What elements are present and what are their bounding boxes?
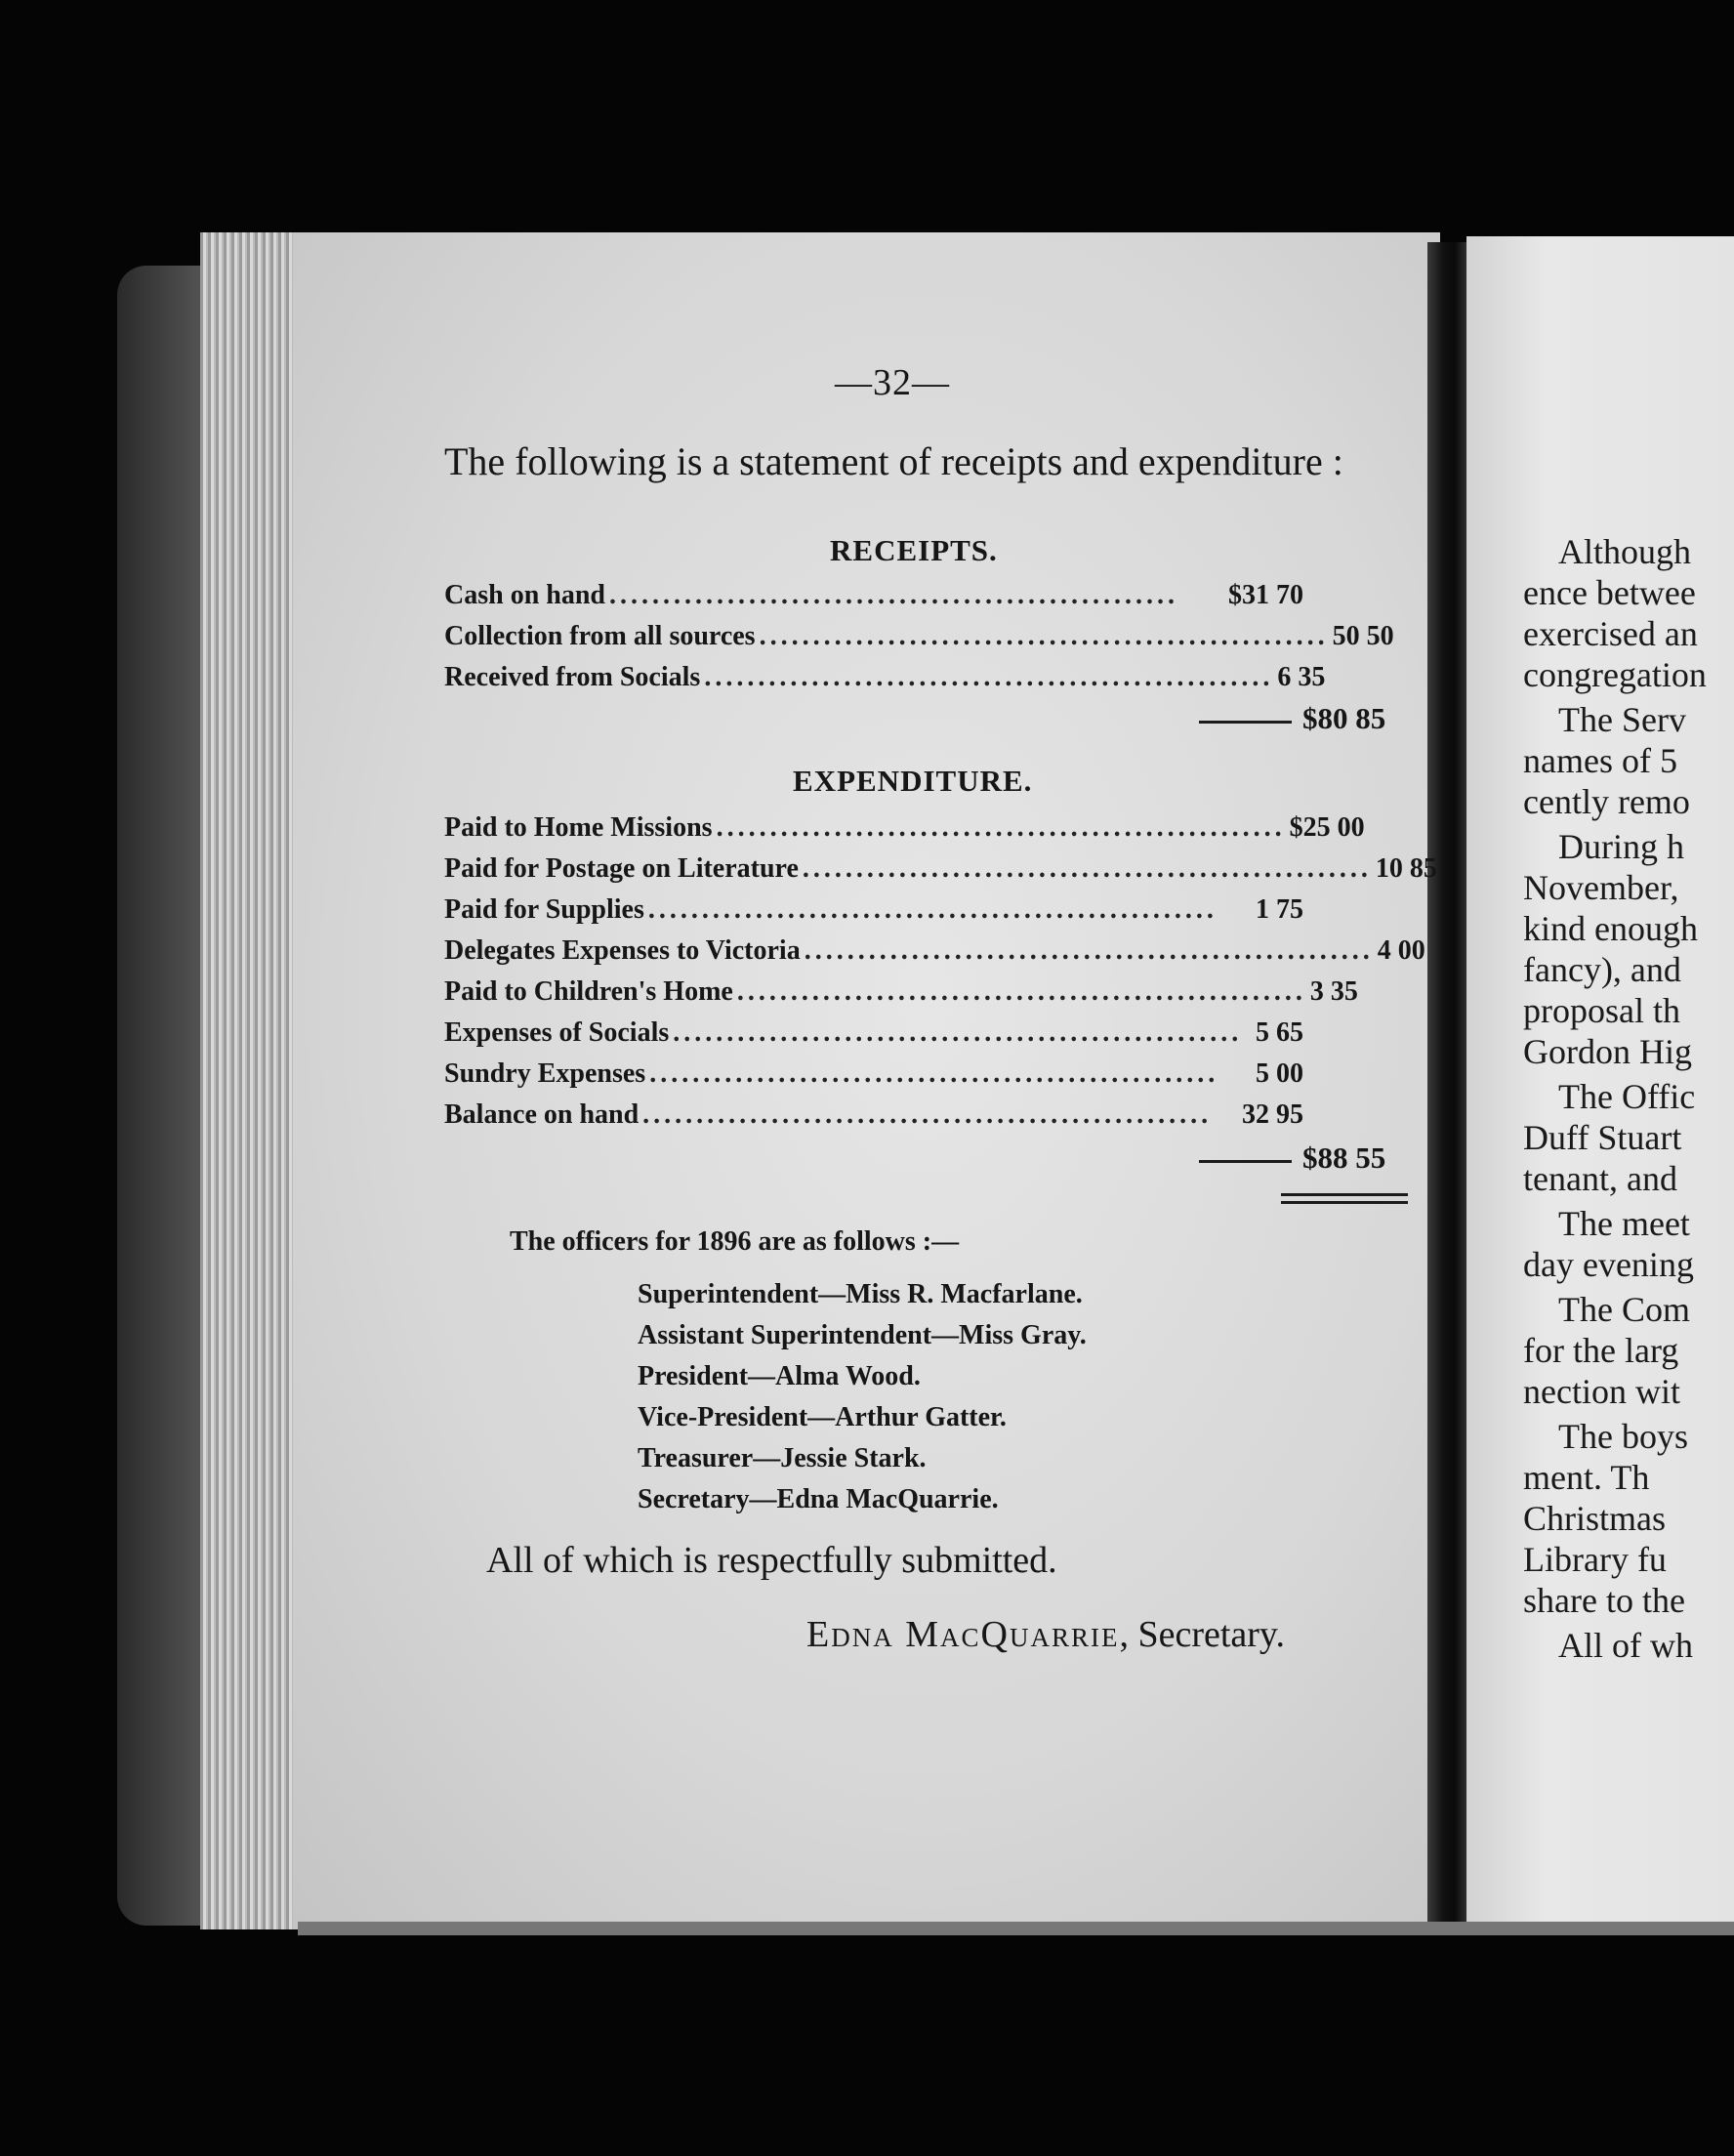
receipts-rule (1199, 721, 1292, 724)
expenditure-label: Expenses of Socials (444, 1017, 670, 1048)
right-line: kind enough (1523, 909, 1698, 948)
receipt-row: Received from Socials ..................................................... 6 35 (444, 662, 1326, 692)
expenditure-row: Expenses of Socials ..................................................... 5 65 (444, 1017, 1303, 1048)
right-line: proposal th (1523, 991, 1680, 1030)
expenditure-row: Paid to Children's Home ..................................................... 3 35 (444, 976, 1358, 1007)
right-line: The Serv (1558, 700, 1686, 739)
officer-entry: Assistant Superintendent—Miss Gray. (638, 1320, 1087, 1350)
expenditure-rule (1199, 1160, 1292, 1163)
receipt-row: Cash on hand ..................................................... $31 70 (444, 580, 1303, 610)
bottom-edge (298, 1922, 1734, 1935)
expenditure-row: Delegates Expenses to Victoria ..................................................... 4 00 (444, 935, 1425, 966)
right-line: The Com (1558, 1290, 1690, 1329)
expenditure-label: Paid to Children's Home (444, 976, 733, 1007)
expenditure-amount: 3 35 (1309, 976, 1358, 1007)
expenditure-amount: 32 95 (1242, 1099, 1303, 1130)
receipt-amount: 50 50 (1332, 621, 1394, 651)
expenditure-total: $88 55 (1302, 1140, 1386, 1175)
intro-paragraph: The following is a statement of receipts and expenditure : (444, 439, 1343, 483)
receipts-total: $80 85 (1302, 701, 1386, 735)
officer-entry: Vice-President—Arthur Gatter. (638, 1402, 1007, 1432)
right-line: cently remo (1523, 782, 1690, 821)
right-line: nection wit (1523, 1372, 1680, 1411)
right-line: Library fu (1523, 1540, 1667, 1579)
right-line: exercised an (1523, 614, 1698, 653)
expenditure-label: Balance on hand (444, 1099, 640, 1130)
right-line: During h (1558, 827, 1684, 866)
right-line: congregation (1523, 655, 1707, 694)
officer-entry: President—Alma Wood. (638, 1361, 921, 1391)
right-line: The Offic (1558, 1077, 1696, 1116)
expenditure-row: Balance on hand ..................................................... 32 95 (444, 1099, 1303, 1130)
expenditure-label: Paid to Home Missions (444, 812, 713, 843)
receipt-label: Cash on hand (444, 580, 605, 610)
expenditure-row: Paid for Postage on Literature ..................................................... 10 85 (444, 853, 1437, 884)
expenditure-label: Delegates Expenses to Victoria (444, 935, 801, 966)
officer-entry: Treasurer—Jessie Stark. (638, 1443, 927, 1473)
officer-entry: Secretary—Edna MacQuarrie. (638, 1484, 999, 1514)
book-gutter (1427, 242, 1466, 1924)
expenditure-label: Sundry Expenses (444, 1058, 646, 1089)
right-line: Although (1558, 532, 1692, 571)
page-number: —32— (835, 362, 950, 403)
right-line: for the larg (1523, 1331, 1679, 1370)
expenditure-heading: EXPENDITURE. (793, 764, 1033, 798)
signature-title: , Secretary. (1119, 1614, 1285, 1655)
right-line: Gordon Hig (1523, 1032, 1692, 1071)
right-line: fancy), and (1523, 950, 1681, 989)
right-line: Duff Stuart (1523, 1118, 1682, 1157)
expenditure-amount: 5 00 (1256, 1058, 1303, 1089)
right-line: The meet (1558, 1204, 1690, 1243)
page-edges (200, 232, 298, 1929)
expenditure-row: Sundry Expenses ..................................................... 5 00 (444, 1058, 1303, 1089)
expenditure-row: Paid for Supplies ..................................................... 1 75 (444, 894, 1303, 925)
receipt-amount: 6 35 (1277, 662, 1326, 692)
expenditure-label: Paid for Supplies (444, 894, 644, 925)
right-line: ment. Th (1523, 1458, 1650, 1497)
right-line: The boys (1558, 1417, 1688, 1456)
officer-entry: Superintendent—Miss R. Macfarlane. (638, 1279, 1083, 1309)
double-rule-top (1281, 1193, 1408, 1196)
expenditure-amount: 4 00 (1377, 935, 1425, 966)
right-line: day evening (1523, 1245, 1694, 1284)
right-line: Christmas (1523, 1499, 1667, 1538)
right-line: ence betwee (1523, 573, 1696, 612)
expenditure-amount: $25 00 (1289, 812, 1365, 843)
right-line: All of wh (1558, 1626, 1693, 1665)
receipt-row: Collection from all sources ..................................................... 50 50 (444, 621, 1394, 651)
signature (806, 1613, 1285, 1656)
expenditure-label: Paid for Postage on Literature (444, 853, 799, 884)
expenditure-amount: 5 65 (1256, 1017, 1303, 1048)
right-line: tenant, and (1523, 1159, 1677, 1198)
expenditure-amount: 1 75 (1256, 894, 1303, 925)
right-line: share to the (1523, 1581, 1685, 1620)
right-page-text (1466, 236, 1734, 1922)
receipt-label: Received from Socials (444, 662, 701, 692)
officers-intro: The officers for 1896 are as follows :— (510, 1226, 960, 1257)
expenditure-amount: 10 85 (1375, 853, 1437, 884)
double-rule-bottom (1281, 1201, 1408, 1204)
receipt-label: Collection from all sources (444, 621, 756, 651)
signature-name: Edna MacQuarrie (806, 1614, 1120, 1655)
receipts-heading: RECEIPTS. (830, 533, 998, 567)
closing-line: All of which is respectfully submitted. (486, 1540, 1057, 1581)
receipt-amount: $31 70 (1228, 580, 1303, 610)
right-line: November, (1523, 868, 1679, 907)
expenditure-row: Paid to Home Missions ..................................................... $25 00 (444, 812, 1365, 843)
right-line: names of 5 (1523, 741, 1677, 780)
